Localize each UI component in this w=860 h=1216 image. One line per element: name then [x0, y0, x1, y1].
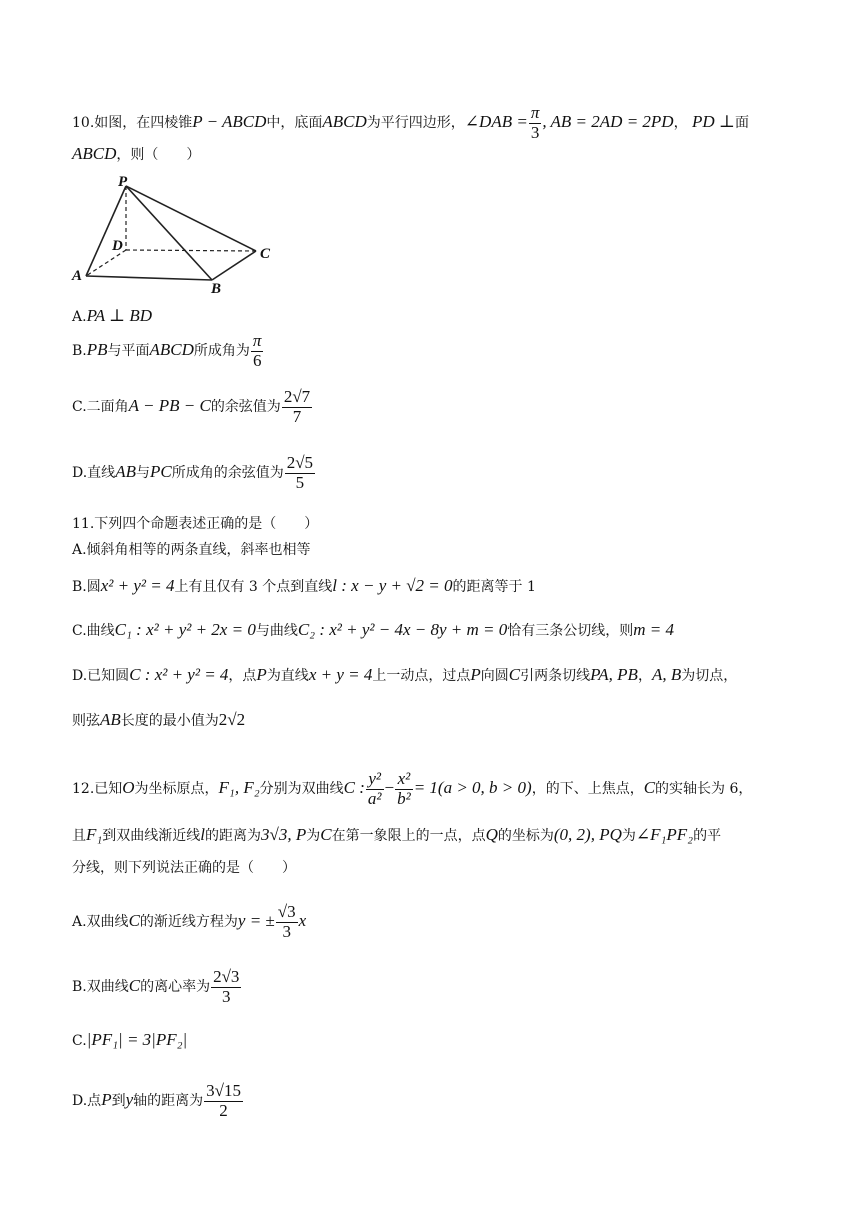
- q10-pyramid: P − ABCD: [192, 112, 267, 132]
- pyramid-figure: [66, 170, 286, 294]
- vertex-label-c: C: [260, 246, 271, 262]
- q12-d-frac: $\frac{3√15}{2}$: [206, 1081, 241, 1120]
- vertex-label-p: P: [118, 174, 128, 190]
- q12-option-c: C.|PF₁| = 3|PF₂|: [72, 1030, 188, 1049]
- q10-b-frac: $\frac{\pi}{6}$: [252, 331, 262, 370]
- q10-option-c: C.二面角A − PB − C的余弦值为 $\frac{2√7}{7}$: [72, 387, 311, 426]
- q12-y-frac: $\frac{\text{y²}}{\text{a²}}$: [367, 769, 382, 808]
- q10-base: ABCD: [72, 144, 117, 163]
- q12-option-a: A.双曲线C的渐近线方程为y = ± $\frac{√3}{3}$ x: [72, 902, 307, 941]
- vertex-label-b: B: [211, 281, 222, 294]
- q12-x-frac: $\frac{\text{x²}}{\text{b²}}$: [397, 769, 411, 808]
- q10-d-frac: $\frac{2√5}{5}$: [286, 453, 314, 492]
- q10-stem-line2: [72, 144, 200, 164]
- q10-angle-frac: $\frac{\pi}{3}$: [530, 103, 540, 142]
- q10-text: 中，底面: [266, 115, 323, 132]
- q12-stem-line2: 且F₁到双曲线渐近线l的距离为3√3, P为C在第一象限上的一点，点Q的坐标为(0, 2), PQ为∠F₁PF₂的平: [72, 825, 722, 844]
- q10-text: 为平行四边形，: [366, 115, 465, 132]
- q10-stem-text: 10.如图，在四棱锥: [72, 115, 193, 132]
- q12-a-frac: $\frac{√3}{3}$: [277, 902, 296, 941]
- q12-option-d: D.点P到y轴的距离为 $\frac{3√15}{2}$: [72, 1081, 241, 1120]
- q11-option-a: A.倾斜角相等的两条直线，斜率也相等: [72, 542, 311, 558]
- vertex-label-d: D: [112, 238, 123, 254]
- q10-base: ABCD: [322, 112, 367, 132]
- q10-ratio: , AB = 2AD = 2PD: [542, 112, 674, 132]
- q12-stem-line3: 分线，则下列说法正确的是（ ）: [72, 860, 296, 876]
- q10-c-frac: $\frac{2√7}{7}$: [283, 387, 311, 426]
- q12-option-b: B.双曲线C的离心率为 $\frac{2√3}{3}$: [72, 967, 240, 1006]
- q10-option-a: A.PA ⊥ BD: [72, 306, 152, 325]
- q10-angle: ∠DAB =: [464, 112, 528, 132]
- q11-option-d-cont: 则弦AB长度的最小值为2√2: [72, 710, 246, 729]
- q11-option-b: B.圆x² + y² = 4上有且仅有 3 个点到直线l : x − y + √2 = 0的距离等于 1: [72, 576, 536, 595]
- q10-option-d: D.直线AB与PC所成角的余弦值为 $\frac{2√5}{5}$: [72, 453, 314, 492]
- q10-stem-line1: 10.如图，在四棱锥P − ABCD中，底面ABCD为平行四边形，∠DAB = $\frac{\pi}{3}$ , AB = 2AD = 2PD， PD ⊥面: [72, 103, 749, 142]
- q10-perp: PD ⊥: [692, 112, 735, 132]
- q10-text: ，则（ ）: [116, 147, 201, 163]
- q12-b-frac: $\frac{2√3}{3}$: [213, 967, 240, 1006]
- q11-option-d: D.已知圆C : x² + y² = 4，点P为直线x + y = 4上一动点，过点P向圆C引两条切线PA, PB，A, B为切点，: [72, 665, 738, 684]
- q10-option-b: B.PB与平面ABCD所成角为 $\frac{\pi}{6}$: [72, 331, 262, 370]
- q11-stem: 11.下列四个命题表述正确的是（ ）: [72, 516, 319, 532]
- vertex-label-a: A: [72, 268, 83, 284]
- q11-option-c: C.曲线C₁ : x² + y² + 2x = 0与曲线C₂ : x² + y² − 4x − 8y + m = 0恰有三条公切线，则m = 4: [72, 620, 674, 639]
- q12-stem-line1: 12.已知O为坐标原点，F₁, F₂分别为双曲线C : $\frac{\text{y²}}{\text{a²}}$ − $\frac{\text{x²}}{\text{b²}}$ = 1(a > 0, b > 0)，的下、上焦点，C的实轴长为 6，: [72, 769, 753, 808]
